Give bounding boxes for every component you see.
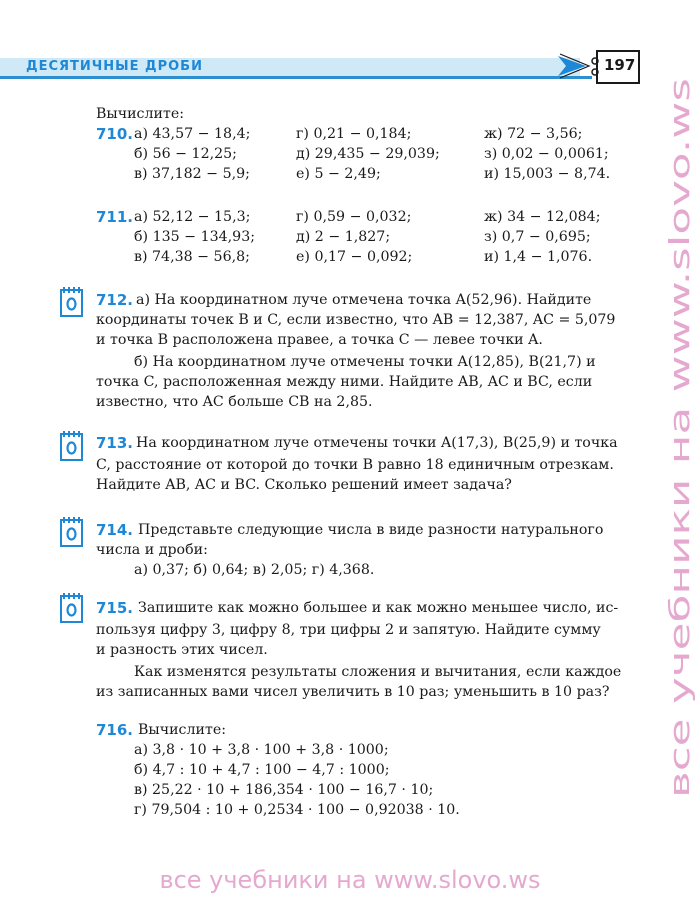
problem-712-line: координаты точек B и C, если известно, что AB = 12,387, AC = 5,079 <box>96 312 616 328</box>
problem-712-line: и точка B расположена правее, а точка C — левее точки A. <box>96 332 543 348</box>
notebook-icon <box>58 516 84 548</box>
expr-711-v: в) 74,38 − 56,8; <box>134 249 250 265</box>
header-rule <box>0 76 592 79</box>
notebook-icon <box>58 592 84 624</box>
bottom-watermark: все учебники на www.slovo.ws <box>159 866 541 894</box>
problem-number-711: 711. <box>96 208 134 226</box>
expr-710-zh: ж) 72 − 3,56; <box>484 126 583 142</box>
problem-712-line: известно, что AC больше CB на 2,85. <box>96 394 373 410</box>
vertical-watermark <box>661 60 697 800</box>
expr-710-d: д) 29,435 − 29,039; <box>296 146 440 162</box>
vertical-watermark-text: все учебники на www.slovo.ws <box>663 353 696 798</box>
problem-number-715: 715. <box>96 599 134 617</box>
problem-712-line: а) На координатном луче отмечена точка A(52,96). Найдите <box>136 292 592 308</box>
problem-number-714: 714. <box>96 521 134 539</box>
section-title: ДЕСЯТИЧНЫЕ ДРОБИ <box>26 59 203 74</box>
problem-716-line: Вычислите: <box>138 722 226 738</box>
problem-714-line: Представьте следующие числа в виде разности натурального <box>138 522 604 538</box>
expr-710-b: б) 56 − 12,25; <box>134 146 237 162</box>
expr-710-v: в) 37,182 − 5,9; <box>134 166 250 182</box>
page-number: 197 <box>604 56 636 74</box>
expr-711-g: г) 0,59 − 0,032; <box>296 209 412 225</box>
expr-711-z: з) 0,7 − 0,695; <box>484 229 591 245</box>
problem-712-line: б) На координатном луче отмечены точки A(12,85), B(21,7) и <box>134 354 596 370</box>
problem-716-line: а) 3,8 · 10 + 3,8 · 100 + 3,8 · 1000; <box>134 742 389 758</box>
problem-715-line: из записанных вами чисел увеличить в 10 раз; уменьшить в 10 раз? <box>96 684 610 700</box>
problem-number-712: 712. <box>96 291 134 309</box>
expr-710-e: е) 5 − 2,49; <box>296 166 381 182</box>
problem-number-713: 713. <box>96 434 134 452</box>
expr-710-g: г) 0,21 − 0,184; <box>296 126 412 142</box>
page-header <box>0 50 644 82</box>
expr-711-i: и) 1,4 − 1,076. <box>484 249 593 265</box>
notebook-icon <box>58 430 84 462</box>
expr-711-a: а) 52,12 − 15,3; <box>134 209 251 225</box>
problem-713-line: C, расстояние от которой до точки B равно 18 единичным отрезкам. <box>96 457 614 473</box>
expr-710-i: и) 15,003 − 8,74. <box>484 166 611 182</box>
problem-715-line: Запишите как можно большее и как можно меньшее число, ис- <box>138 600 619 616</box>
spiral-icon <box>588 56 602 78</box>
problem-number-710: 710. <box>96 125 134 143</box>
problem-714-line: числа и дроби: <box>96 542 208 558</box>
problem-716-line: в) 25,22 · 10 + 186,354 · 100 − 16,7 · 10; <box>134 782 434 798</box>
expr-711-b: б) 135 − 134,93; <box>134 229 255 245</box>
problem-713-line: Найдите AB, AC и BC. Сколько решений имеет задача? <box>96 477 512 493</box>
flag-icon <box>556 52 592 80</box>
problem-712-line: точка C, расположенная между ними. Найдите AB, AC и BC, если <box>96 374 593 390</box>
expr-710-z: з) 0,02 − 0,0061; <box>484 146 609 162</box>
notebook-icon <box>58 286 84 318</box>
problem-715-line: пользуя цифру 3, цифру 8, три цифры 2 и запятую. Найдите сумму <box>96 622 601 638</box>
expr-710-a: а) 43,57 − 18,4; <box>134 126 251 142</box>
problem-714-line: а) 0,37; б) 0,64; в) 2,05; г) 4,368. <box>134 562 375 578</box>
problem-716-line: г) 79,504 : 10 + 0,2534 · 100 − 0,92038 · 10. <box>134 802 460 818</box>
expr-711-zh: ж) 34 − 12,084; <box>484 209 601 225</box>
problem-715-line: и разность этих чисел. <box>96 642 268 658</box>
expr-711-d: д) 2 − 1,827; <box>296 229 391 245</box>
expr-711-e: е) 0,17 − 0,092; <box>296 249 413 265</box>
problem-716-line: б) 4,7 : 10 + 4,7 : 100 − 4,7 : 1000; <box>134 762 390 778</box>
problem-715-line: Как изменятся результаты сложения и вычитания, если каждое <box>134 664 622 680</box>
problem-number-716: 716. <box>96 721 134 739</box>
problem-713-line: На координатном луче отмечены точки A(17,3), B(25,9) и точка <box>136 435 618 451</box>
intro-text: Вычислите: <box>96 106 184 122</box>
